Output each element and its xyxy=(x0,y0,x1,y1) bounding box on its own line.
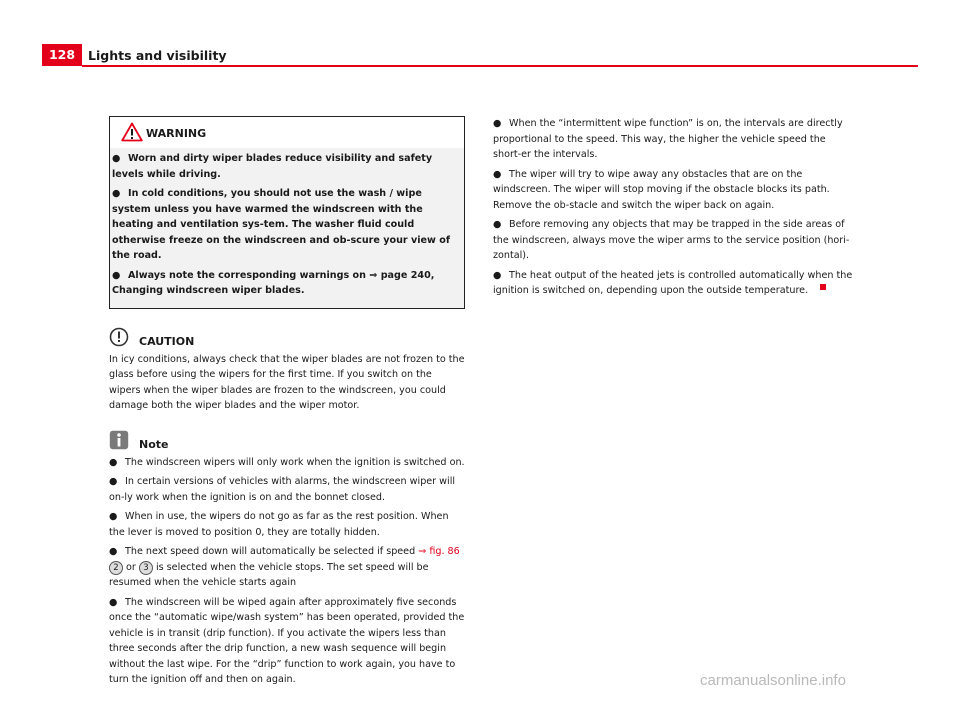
header-rule xyxy=(82,65,918,67)
warning-item: ● In cold conditions, you should not use the wash / wipe system unless you have warmed the windscreen with the heating and ventilation sys-tem. The washer fluid could otherwise freeze on the windscreen and ob-scure your view of the road. xyxy=(112,188,451,261)
caution-title: CAUTION xyxy=(139,334,195,348)
warning-header xyxy=(110,117,464,148)
caution-text: In icy conditions, always check that the wiper blades are not frozen to the glass before using the wipers for the first time. If you switch on the wipers when the wiper blades are frozen to the windscreen, you could damage both the wiper blades and the wiper motor. xyxy=(109,353,465,411)
note-item: ● The next speed down will automatically be selected if speed ⇒ fig. 86 2 or 3 is selected when the vehicle stops. The set speed will be resumed when the vehicle starts again xyxy=(109,546,460,588)
warning-body xyxy=(110,148,464,308)
list-item: ● The heat output of the heated jets is controlled automatically when the ignition is switched on, depending upon the outside temperature. xyxy=(493,269,853,296)
chapter-title: Lights and visibility xyxy=(88,48,227,63)
note-section xyxy=(109,430,465,688)
note-title: Note xyxy=(139,437,169,451)
figure-reference-link[interactable]: ⇒ fig. 86 xyxy=(418,546,460,557)
note-item: ● The windscreen wipers will only work when the ignition is switched on. xyxy=(109,456,465,468)
position-number-badge: 3 xyxy=(139,561,153,575)
note-item: ● When in use, the wipers do not go as far as the rest position. When the lever is moved to position 0, they are totally hidden. xyxy=(109,511,449,538)
section-end-marker xyxy=(820,284,826,290)
note-item: ● In certain versions of vehicles with alarms, the windscreen wiper will on-ly work when the ignition is on and the bonnet closed. xyxy=(109,476,456,503)
list-item: ● Before removing any objects that may be trapped in the side areas of the windscreen, always move the wiper arms to the service position (hori-zontal). xyxy=(493,219,850,261)
warning-box xyxy=(109,116,465,309)
caution-section xyxy=(109,327,465,414)
list-item: ● The wiper will try to wipe away any obstacles that are on the windscreen. The wiper will stop moving if the obstacle blocks its path. Remove the ob-stacle and switch the wiper back on again. xyxy=(493,168,830,211)
list-item: ● When the “intermittent wipe function” is on, the intervals are directly proportional to the speed. This way, the higher the vehicle speed the short-er the intervals. xyxy=(493,118,843,160)
left-column xyxy=(109,116,465,692)
watermark: carmanualsonline.info xyxy=(700,672,846,689)
note-item: ● The windscreen will be wiped again after approximately five seconds once the “automatic wipe/wash system” has been operated, provided the vehicle is in transit (drip function). If you activate the wipers less than three seconds after the drip function, a new wash sequence will begin without the last wipe. For the “drip” function to work again, you have to turn the ignition off and then on again. xyxy=(109,596,465,685)
info-icon xyxy=(109,430,129,450)
page-number: 128 xyxy=(42,44,82,66)
warning-triangle-icon xyxy=(121,122,143,142)
caution-exclamation-icon xyxy=(109,327,129,347)
page-header xyxy=(42,44,918,68)
warning-item: ● Always note the corresponding warnings on ⇒ page 240, Changing windscreen wiper blades. xyxy=(112,269,435,296)
right-column xyxy=(493,116,853,303)
warning-item: ● Worn and dirty wiper blades reduce visibility and safety levels while driving. xyxy=(112,153,433,180)
position-number-badge: 2 xyxy=(109,561,123,575)
note-body xyxy=(109,455,465,688)
caution-body xyxy=(109,352,465,414)
warning-title: WARNING xyxy=(146,127,207,140)
